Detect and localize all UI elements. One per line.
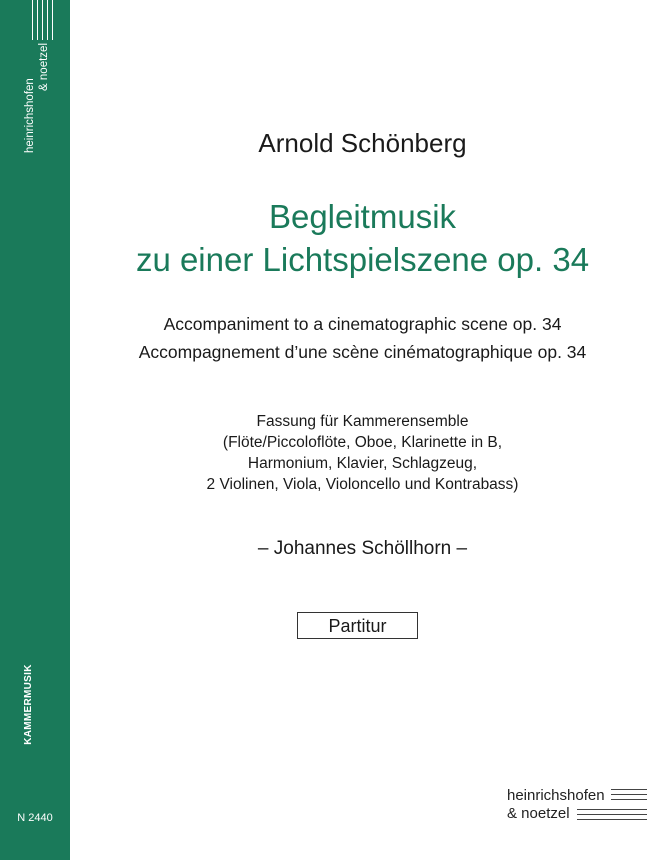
edition-label-box: Partitur (297, 612, 418, 639)
scoring-line: Fassung für Kammerensemble (256, 413, 469, 430)
brand-mark-lines (32, 0, 58, 40)
scoring-line: 2 Violinen, Viola, Violoncello und Kontrabass) (206, 476, 519, 493)
scoring-block (70, 411, 655, 495)
subtitle-block (70, 310, 655, 366)
subtitle-english: Accompaniment to a cinematographic scene op. 34 (163, 314, 562, 334)
spine-brand-line1: heinrichshofen (24, 78, 36, 153)
cover-content (70, 0, 655, 860)
publisher-line2: & noetzel (507, 805, 570, 822)
work-title (70, 195, 655, 281)
subtitle-french: Accompagnement d’une scène cinématographique op. 34 (138, 342, 587, 362)
title-line-1: Begleitmusik (268, 198, 457, 235)
catalog-number: N 2440 (17, 812, 53, 824)
scoring-line: Harmonium, Klavier, Schlagzeug, (247, 455, 478, 472)
publisher-lines-bottom (577, 809, 647, 824)
title-line-2: zu einer Lichtspielszene op. 34 (135, 241, 590, 278)
category-label: KAMMERMUSIK (23, 664, 34, 745)
arranger-name: – Johannes Schöllhorn – (257, 538, 468, 559)
spine-brand-line2: & noetzel (38, 43, 50, 91)
publisher-lines-top (611, 789, 647, 804)
publisher-logo (507, 787, 652, 827)
publisher-line1: heinrichshofen (507, 787, 605, 804)
composer-name: Arnold Schönberg (258, 128, 467, 158)
spine-band (0, 0, 70, 860)
spine-brand (23, 43, 63, 153)
scoring-line: (Flöte/Piccoloflöte, Oboe, Klarinette in B, (222, 434, 503, 451)
spine-category (22, 652, 42, 762)
